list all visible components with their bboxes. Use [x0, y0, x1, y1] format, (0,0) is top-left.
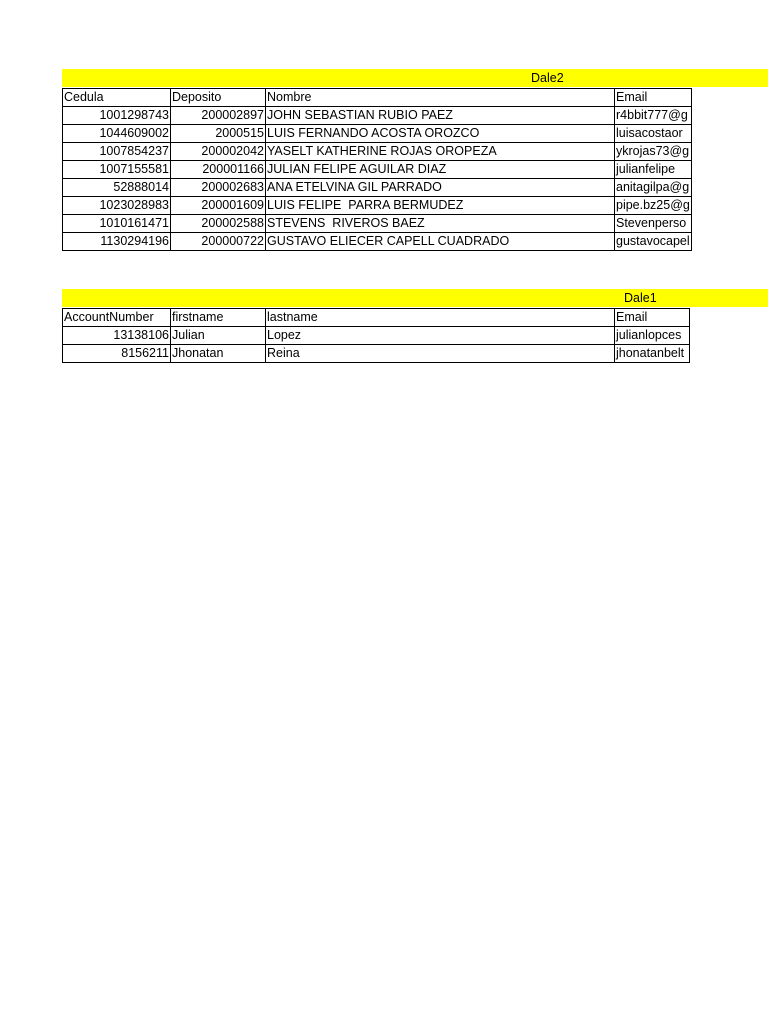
email-cell[interactable]: jhonatanbelt — [615, 345, 690, 363]
nombre-cell[interactable]: ANA ETELVINA GIL PARRADO — [266, 179, 615, 197]
deposito-cell[interactable]: 200002042 — [171, 143, 266, 161]
dale1-header-email[interactable]: Email — [615, 309, 690, 327]
table-row — [63, 197, 692, 215]
accountnumber-cell[interactable]: 13138106 — [63, 327, 171, 345]
nombre-cell[interactable]: STEVENS RIVEROS BAEZ — [266, 215, 615, 233]
cedula-cell[interactable]: 1023028983 — [63, 197, 171, 215]
nombre-cell[interactable]: GUSTAVO ELIECER CAPELL CUADRADO — [266, 233, 615, 251]
email-cell[interactable]: gustavocapel — [615, 233, 692, 251]
accountnumber-cell[interactable]: 8156211 — [63, 345, 171, 363]
table-row — [63, 327, 690, 345]
table-row — [63, 233, 692, 251]
dale1-header-row — [63, 309, 690, 327]
dale2-header-nombre[interactable]: Nombre — [266, 89, 615, 107]
nombre-cell[interactable]: JOHN SEBASTIAN RUBIO PAEZ — [266, 107, 615, 125]
dale1-header-firstname[interactable]: firstname — [171, 309, 266, 327]
nombre-cell[interactable]: JULIAN FELIPE AGUILAR DIAZ — [266, 161, 615, 179]
dale2-header-deposito[interactable]: Deposito — [171, 89, 266, 107]
dale2-header-row — [63, 89, 692, 107]
lastname-cell[interactable]: Lopez — [266, 327, 615, 345]
deposito-cell[interactable]: 200001166 — [171, 161, 266, 179]
dale1-table — [62, 308, 690, 363]
nombre-cell[interactable]: YASELT KATHERINE ROJAS OROPEZA — [266, 143, 615, 161]
dale2-header-cedula[interactable]: Cedula — [63, 89, 171, 107]
email-cell[interactable]: julianlopces — [615, 327, 690, 345]
deposito-cell[interactable]: 200002897 — [171, 107, 266, 125]
table-row — [63, 143, 692, 161]
cedula-cell[interactable]: 1010161471 — [63, 215, 171, 233]
table-row — [63, 215, 692, 233]
firstname-cell[interactable]: Julian — [171, 327, 266, 345]
email-cell[interactable]: pipe.bz25@g — [615, 197, 692, 215]
dale1-banner — [62, 289, 768, 307]
email-cell[interactable]: julianfelipe — [615, 161, 692, 179]
deposito-cell[interactable]: 2000515 — [171, 125, 266, 143]
cedula-cell[interactable]: 1130294196 — [63, 233, 171, 251]
cedula-cell[interactable]: 1001298743 — [63, 107, 171, 125]
deposito-cell[interactable]: 200002683 — [171, 179, 266, 197]
deposito-cell[interactable]: 200002588 — [171, 215, 266, 233]
dale1-title: Dale1 — [624, 291, 657, 305]
email-cell[interactable]: ykrojas73@g — [615, 143, 692, 161]
table-row — [63, 125, 692, 143]
email-cell[interactable]: r4bbit777@g — [615, 107, 692, 125]
nombre-cell[interactable]: LUIS FERNANDO ACOSTA OROZCO — [266, 125, 615, 143]
dale2-table — [62, 88, 692, 251]
firstname-cell[interactable]: Jhonatan — [171, 345, 266, 363]
deposito-cell[interactable]: 200001609 — [171, 197, 266, 215]
dale2-title: Dale2 — [531, 71, 564, 85]
dale2-banner — [62, 69, 768, 87]
table-row — [63, 107, 692, 125]
email-cell[interactable]: luisacostaor — [615, 125, 692, 143]
nombre-cell[interactable]: LUIS FELIPE PARRA BERMUDEZ — [266, 197, 615, 215]
table-row — [63, 161, 692, 179]
deposito-cell[interactable]: 200000722 — [171, 233, 266, 251]
email-cell[interactable]: anitagilpa@g — [615, 179, 692, 197]
email-cell[interactable]: Stevenperso — [615, 215, 692, 233]
dale1-header-lastname[interactable]: lastname — [266, 309, 615, 327]
lastname-cell[interactable]: Reina — [266, 345, 615, 363]
cedula-cell[interactable]: 52888014 — [63, 179, 171, 197]
table-row — [63, 345, 690, 363]
cedula-cell[interactable]: 1007155581 — [63, 161, 171, 179]
table-row — [63, 179, 692, 197]
cedula-cell[interactable]: 1007854237 — [63, 143, 171, 161]
dale1-header-accountnumber[interactable]: AccountNumber — [63, 309, 171, 327]
dale2-header-email[interactable]: Email — [615, 89, 692, 107]
cedula-cell[interactable]: 1044609002 — [63, 125, 171, 143]
